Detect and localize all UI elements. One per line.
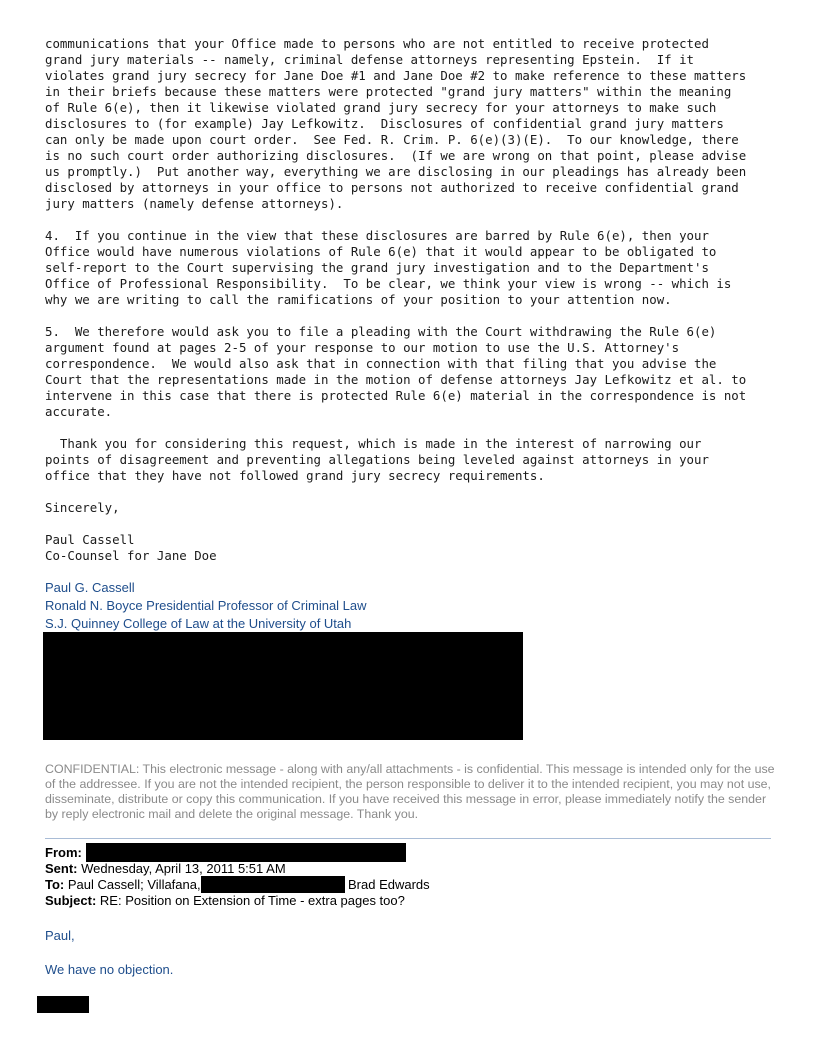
sent-label: Sent: (45, 861, 78, 876)
redaction-from (86, 843, 406, 862)
text-line: of Rule 6(e), then it likewise violated grand jury secrecy for your attorneys to make such (45, 100, 717, 115)
subject-row (45, 893, 405, 909)
reply-greeting: Paul, (45, 928, 75, 943)
to-label: To: (45, 877, 65, 892)
text-line: us promptly.) Put another way, everything we are disclosing in our pleadings has already been (45, 164, 747, 179)
to-value-suffix: Brad Edwards (348, 877, 430, 892)
text-line: violates grand jury secrecy for Jane Doe #1 and Jane Doe #2 to make reference to these matters (45, 68, 747, 83)
paragraph-thanks (45, 436, 785, 484)
text-line: can only be made upon court order. See Fed. R. Crim. P. 6(e)(3)(E). To our knowledge, there (45, 132, 739, 147)
closing: Sincerely, (45, 500, 120, 515)
text-line: correspondence. We would also ask that in connection with that filing that you advise the (45, 356, 717, 371)
email-divider (45, 838, 771, 839)
text-line: Office would have numerous violations of Rule 6(e) that it would appear to be obligated to (45, 244, 717, 259)
text-line: points of disagreement and preventing allegations being leveled against attorneys in your (45, 452, 709, 467)
signature-institution: S.J. Quinney College of Law at the University of Utah (45, 616, 352, 631)
confidentiality-notice: CONFIDENTIAL: This electronic message - along with any/all attachments - is confidential. This message is intended only for the use of the addressee. If you are not the intended recipient, the person responsible to deliver it to the intended recipient, you may not use, disseminate, distribute or copy this communication. If you have received this message in error, please immediately notify the sender by reply electronic mail and delete the original message. Thank you. (45, 762, 775, 821)
subject-value: RE: Position on Extension of Time - extra pages too? (99, 893, 405, 908)
redaction-footer (37, 996, 89, 1013)
signature-title: Ronald N. Boyce Presidential Professor of Criminal Law (45, 598, 367, 613)
signer-name: Paul Cassell (45, 532, 135, 547)
sent-row (45, 861, 286, 877)
from-row (45, 845, 82, 861)
subject-label: Subject: (45, 893, 97, 908)
paragraph-4 (45, 228, 785, 308)
to-row (45, 877, 201, 893)
reply-message: We have no objection. (45, 962, 174, 977)
text-line: communications that your Office made to persons who are not entitled to receive protected (45, 36, 709, 51)
text-line: Office of Professional Responsibility. To be clear, we think your view is wrong -- which is (45, 276, 732, 291)
text-line: Court that the representations made in the motion of defense attorneys Jay Lefkowitz et al. to (45, 372, 747, 387)
from-label: From: (45, 845, 82, 860)
text-line: office that they have not followed grand jury secrecy requirements. (45, 468, 545, 483)
paragraph-1 (45, 36, 785, 212)
to-value-prefix: Paul Cassell; Villafana, (67, 877, 201, 892)
text-line: disclosed by attorneys in your office to persons not authorized to receive confidential grand (45, 180, 739, 195)
text-line: Thank you for considering this request, which is made in the interest of narrowing our (45, 436, 702, 451)
text-line: accurate. (45, 404, 113, 419)
redaction-to (201, 876, 345, 893)
text-line: is no such court order authorizing disclosures. (If we are wrong on that point, please advise (45, 148, 747, 163)
text-line: 4. If you continue in the view that these disclosures are barred by Rule 6(e), then your (45, 228, 709, 243)
redaction-block-signature (43, 632, 523, 740)
text-line: intervene in this case that there is protected Rule 6(e) material in the correspondence is not (45, 388, 747, 403)
text-line: in their briefs because these matters were protected "grand jury matters" within the meaning (45, 84, 732, 99)
sent-value: Wednesday, April 13, 2011 5:51 AM (81, 861, 286, 876)
signer-role: Co-Counsel for Jane Doe (45, 548, 217, 563)
signature-name: Paul G. Cassell (45, 580, 135, 595)
text-line: 5. We therefore would ask you to file a pleading with the Court withdrawing the Rule 6(e) (45, 324, 717, 339)
text-line: argument found at pages 2-5 of your response to our motion to use the U.S. Attorney's (45, 340, 680, 355)
paragraph-5 (45, 324, 785, 420)
text-line: self-report to the Court supervising the grand jury investigation and to the Department's (45, 260, 709, 275)
text-line: why we are writing to call the ramifications of your position to your attention now. (45, 292, 672, 307)
text-line: jury matters (namely defense attorneys). (45, 196, 344, 211)
text-line: grand jury materials -- namely, criminal defense attorneys representing Epstein. If it (45, 52, 695, 67)
text-line: disclosures to (for example) Jay Lefkowitz. Disclosures of confidential grand jury matters (45, 116, 724, 131)
